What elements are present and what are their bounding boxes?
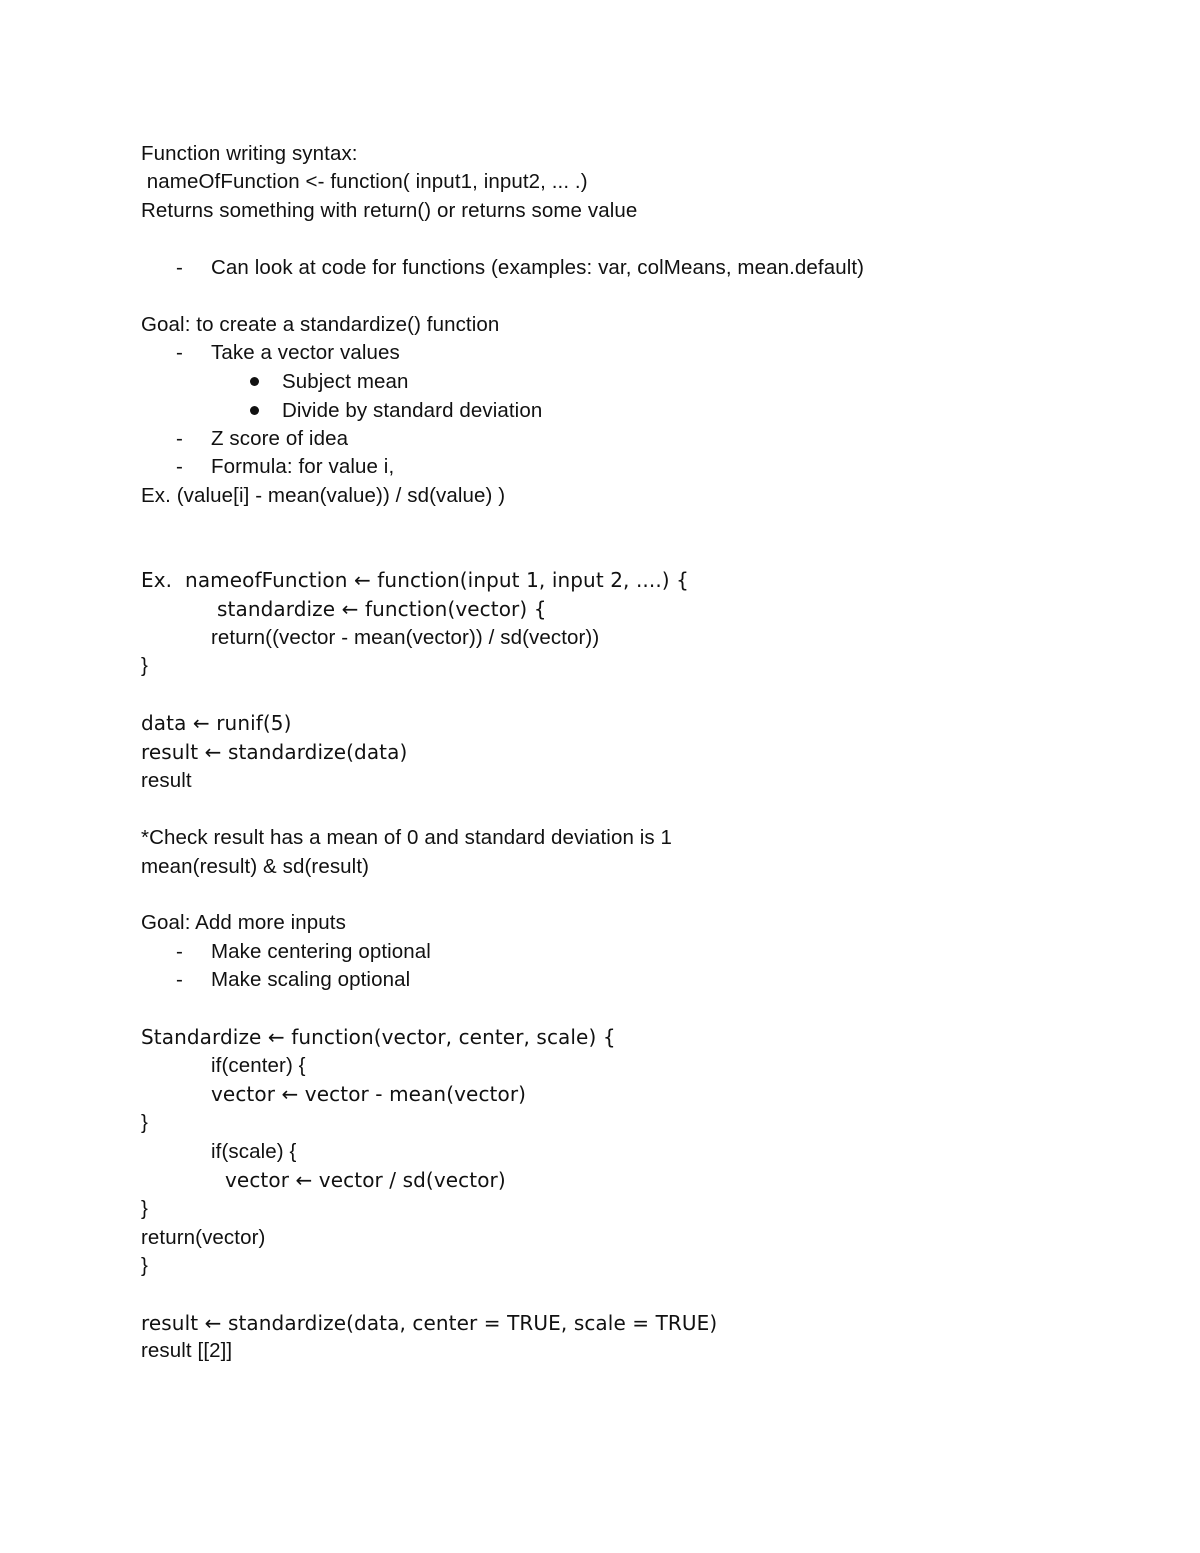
sub-item-divide-sd: Divide by standard deviation bbox=[282, 399, 543, 422]
list-dash: - bbox=[176, 256, 183, 279]
list-item-look-at-code: Can look at code for functions (examples: var, colMeans, mean.default) bbox=[211, 256, 865, 279]
standardize-code-line-6: vector ← vector / sd(vector) bbox=[225, 1168, 506, 1192]
bullet-icon bbox=[250, 377, 259, 386]
example-code-line-3: return((vector - mean(vector)) / sd(vector)) bbox=[211, 626, 600, 649]
result-line-1: result ← standardize(data, center = TRUE, scale = TRUE) bbox=[141, 1311, 718, 1335]
list-item-centering: Make centering optional bbox=[211, 940, 431, 963]
check-line-2: mean(result) & sd(result) bbox=[141, 855, 370, 878]
example-code-line-2: standardize ← function(vector) { bbox=[217, 597, 547, 621]
data-line-2: result ← standardize(data) bbox=[141, 740, 408, 764]
list-dash: - bbox=[176, 940, 183, 963]
list-item-scaling: Make scaling optional bbox=[211, 968, 411, 991]
standardize-code-line-5: if(scale) { bbox=[211, 1140, 297, 1163]
result-line-2: result [[2]] bbox=[141, 1339, 233, 1362]
standardize-code-line-3: vector ← vector - mean(vector) bbox=[211, 1082, 527, 1106]
bullet-icon bbox=[250, 406, 259, 415]
data-line-1: data ← runif(5) bbox=[141, 711, 292, 735]
list-dash: - bbox=[176, 968, 183, 991]
data-line-3: result bbox=[141, 769, 192, 792]
goal1-heading: Goal: to create a standardize() function bbox=[141, 313, 500, 336]
returns-line: Returns something with return() or returns some value bbox=[141, 199, 638, 222]
ex-formula: Ex. (value[i] - mean(value)) / sd(value) ) bbox=[141, 484, 506, 507]
standardize-code-line-1: Standardize ← function(vector, center, scale) { bbox=[141, 1025, 616, 1049]
standardize-code-line-9: } bbox=[141, 1254, 148, 1277]
syntax-heading: Function writing syntax: bbox=[141, 142, 358, 165]
standardize-code-line-7: } bbox=[141, 1197, 148, 1220]
sub-item-subject-mean: Subject mean bbox=[282, 370, 409, 393]
list-item-formula: Formula: for value i, bbox=[211, 455, 395, 478]
example-code-line-1: Ex. nameofFunction ← function(input 1, input 2, ....) { bbox=[141, 568, 689, 592]
standardize-code-line-8: return(vector) bbox=[141, 1226, 266, 1249]
list-dash: - bbox=[176, 455, 183, 478]
standardize-code-line-4: } bbox=[141, 1111, 148, 1134]
list-item-take-vector: Take a vector values bbox=[211, 341, 400, 364]
list-dash: - bbox=[176, 341, 183, 364]
list-item-z-score: Z score of idea bbox=[211, 427, 349, 450]
example-code-line-4: } bbox=[141, 654, 148, 677]
goal2-heading: Goal: Add more inputs bbox=[141, 911, 346, 934]
syntax-line: nameOfFunction <- function( input1, input2, ... .) bbox=[141, 170, 588, 193]
list-dash: - bbox=[176, 427, 183, 450]
check-line-1: *Check result has a mean of 0 and standard deviation is 1 bbox=[141, 826, 673, 849]
standardize-code-line-2: if(center) { bbox=[211, 1054, 306, 1077]
